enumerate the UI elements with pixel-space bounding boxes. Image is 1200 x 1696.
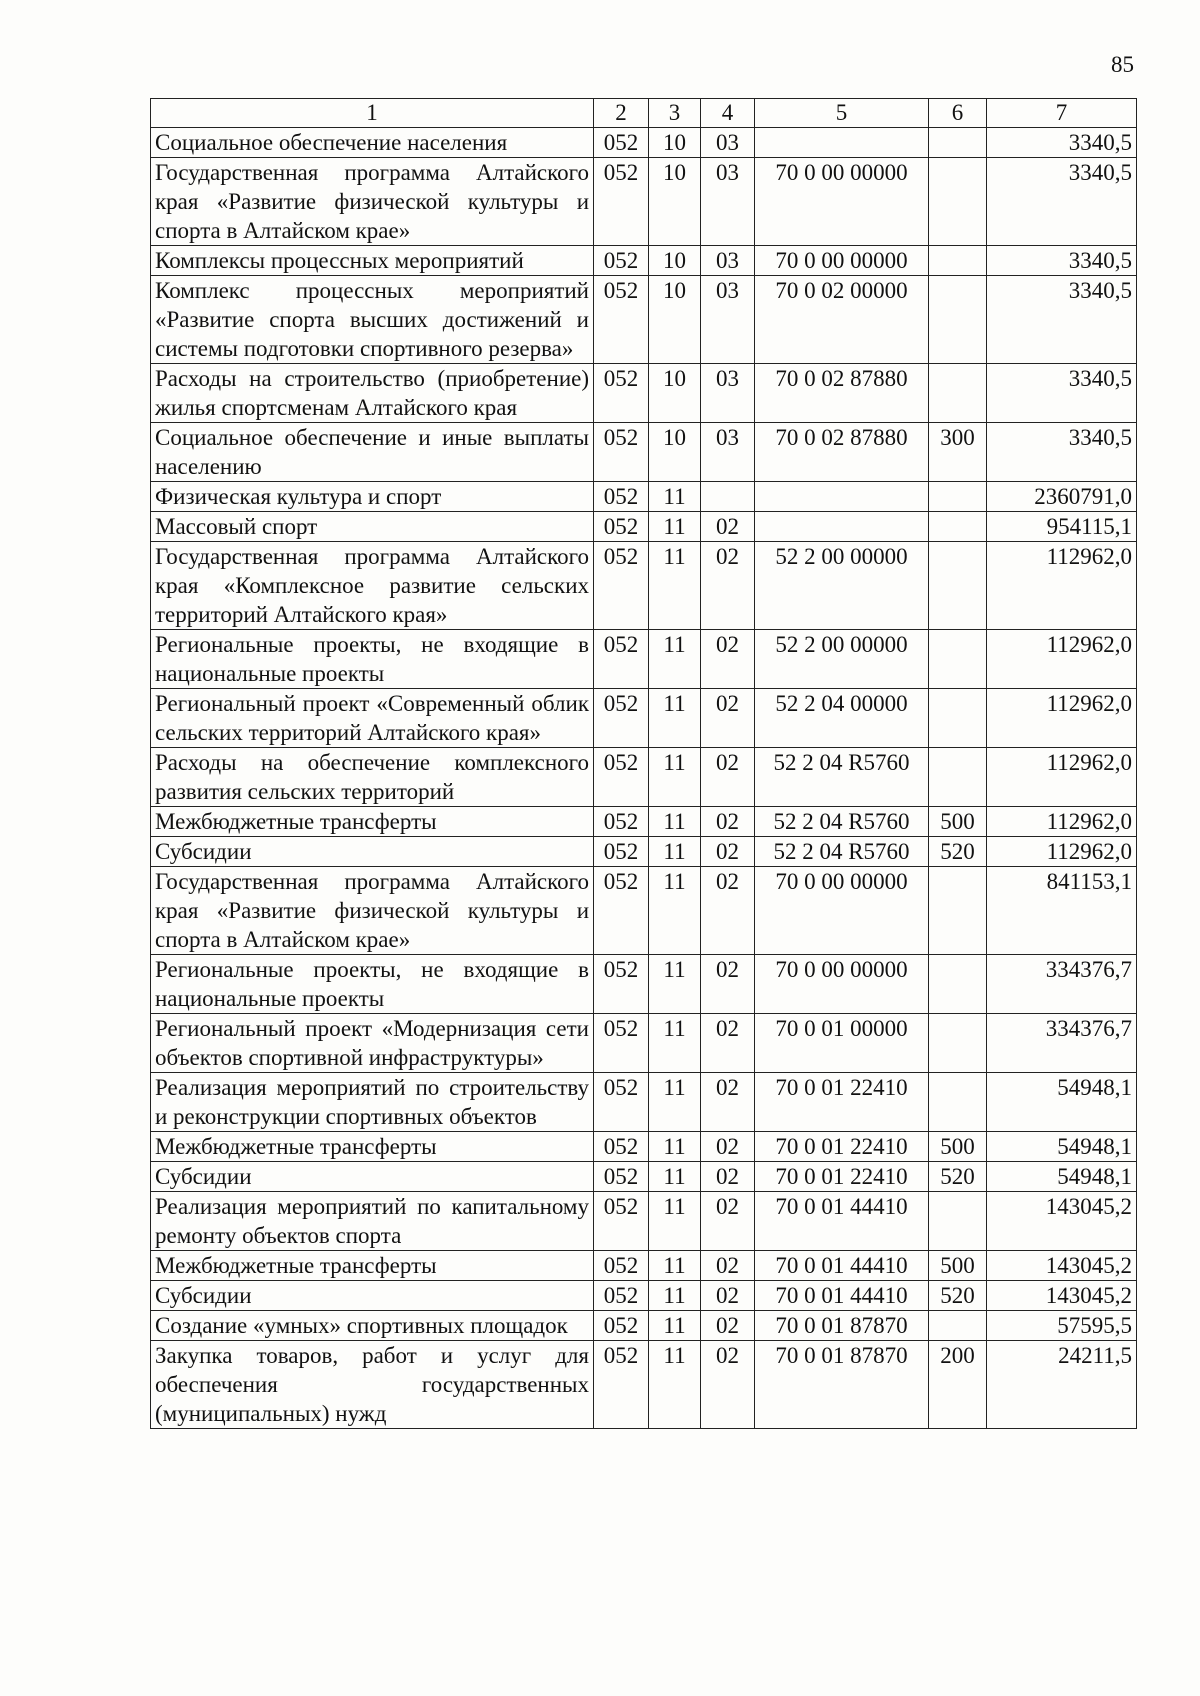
ministry-code: 052 xyxy=(594,423,649,482)
amount: 143045,2 xyxy=(987,1281,1137,1311)
row-name: Расходы на строительство (приобретение) жилья спортсменам Алтайского края xyxy=(151,364,594,423)
target-article-code: 52 2 04 R5760 xyxy=(755,748,929,807)
ministry-code: 052 xyxy=(594,542,649,630)
table-row xyxy=(151,1073,1137,1132)
amount: 2360791,0 xyxy=(987,482,1137,512)
subsection-code: 02 xyxy=(701,748,755,807)
target-article-code: 52 2 04 R5760 xyxy=(755,837,929,867)
table-row xyxy=(151,748,1137,807)
row-name: Реализация мероприятий по строительству и реконструкции спортивных объектов xyxy=(151,1073,594,1132)
expense-type-code: 200 xyxy=(929,1341,987,1429)
budget-table xyxy=(150,98,1137,1429)
subsection-code xyxy=(701,482,755,512)
section-code: 10 xyxy=(649,158,701,246)
expense-type-code xyxy=(929,867,987,955)
ministry-code: 052 xyxy=(594,158,649,246)
subsection-code: 02 xyxy=(701,807,755,837)
section-code: 11 xyxy=(649,807,701,837)
subsection-code: 02 xyxy=(701,1192,755,1251)
table-row xyxy=(151,512,1137,542)
expense-type-code xyxy=(929,542,987,630)
subsection-code: 02 xyxy=(701,512,755,542)
column-header: 5 xyxy=(755,99,929,128)
subsection-code: 02 xyxy=(701,1341,755,1429)
target-article-code: 70 0 00 00000 xyxy=(755,955,929,1014)
column-header: 1 xyxy=(151,99,594,128)
subsection-code: 02 xyxy=(701,867,755,955)
section-code: 11 xyxy=(649,1281,701,1311)
section-code: 11 xyxy=(649,542,701,630)
subsection-code: 03 xyxy=(701,246,755,276)
row-name: Субсидии xyxy=(151,837,594,867)
amount: 841153,1 xyxy=(987,867,1137,955)
subsection-code: 03 xyxy=(701,276,755,364)
subsection-code: 02 xyxy=(701,1014,755,1073)
subsection-code: 03 xyxy=(701,128,755,158)
target-article-code: 70 0 00 00000 xyxy=(755,246,929,276)
section-code: 10 xyxy=(649,276,701,364)
ministry-code: 052 xyxy=(594,955,649,1014)
amount: 334376,7 xyxy=(987,1014,1137,1073)
target-article-code: 70 0 01 22410 xyxy=(755,1073,929,1132)
amount: 143045,2 xyxy=(987,1251,1137,1281)
amount: 3340,5 xyxy=(987,276,1137,364)
target-article-code: 70 0 02 87880 xyxy=(755,364,929,423)
target-article-code: 70 0 00 00000 xyxy=(755,158,929,246)
section-code: 11 xyxy=(649,512,701,542)
table-row xyxy=(151,128,1137,158)
target-article-code: 70 0 01 87870 xyxy=(755,1341,929,1429)
ministry-code: 052 xyxy=(594,867,649,955)
row-name: Региональные проекты, не входящие в национальные проекты xyxy=(151,630,594,689)
section-code: 11 xyxy=(649,689,701,748)
target-article-code: 70 0 01 22410 xyxy=(755,1162,929,1192)
amount: 24211,5 xyxy=(987,1341,1137,1429)
header-row xyxy=(151,99,1137,128)
row-name: Государственная программа Алтайского края «Комплексное развитие сельских территорий Алтайского края» xyxy=(151,542,594,630)
amount: 3340,5 xyxy=(987,423,1137,482)
ministry-code: 052 xyxy=(594,807,649,837)
target-article-code: 70 0 01 22410 xyxy=(755,1132,929,1162)
row-name: Региональные проекты, не входящие в национальные проекты xyxy=(151,955,594,1014)
amount: 143045,2 xyxy=(987,1192,1137,1251)
table-row xyxy=(151,807,1137,837)
row-name: Региональный проект «Современный облик сельских территорий Алтайского края» xyxy=(151,689,594,748)
target-article-code: 70 0 01 00000 xyxy=(755,1014,929,1073)
row-name: Региональный проект «Модернизация сети объектов спортивной инфраструктуры» xyxy=(151,1014,594,1073)
section-code: 11 xyxy=(649,955,701,1014)
ministry-code: 052 xyxy=(594,482,649,512)
section-code: 11 xyxy=(649,1073,701,1132)
row-name: Межбюджетные трансферты xyxy=(151,807,594,837)
amount: 112962,0 xyxy=(987,807,1137,837)
amount: 54948,1 xyxy=(987,1162,1137,1192)
ministry-code: 052 xyxy=(594,630,649,689)
expense-type-code xyxy=(929,1014,987,1073)
target-article-code: 52 2 04 R5760 xyxy=(755,807,929,837)
expense-type-code xyxy=(929,689,987,748)
expense-type-code xyxy=(929,1311,987,1341)
section-code: 11 xyxy=(649,630,701,689)
expense-type-code xyxy=(929,364,987,423)
section-code: 10 xyxy=(649,246,701,276)
section-code: 11 xyxy=(649,1132,701,1162)
target-article-code: 70 0 01 87870 xyxy=(755,1311,929,1341)
expense-type-code: 500 xyxy=(929,807,987,837)
target-article-code: 70 0 02 87880 xyxy=(755,423,929,482)
amount: 3340,5 xyxy=(987,364,1137,423)
section-code: 10 xyxy=(649,423,701,482)
ministry-code: 052 xyxy=(594,1311,649,1341)
row-name: Межбюджетные трансферты xyxy=(151,1251,594,1281)
target-article-code: 52 2 04 00000 xyxy=(755,689,929,748)
table-row xyxy=(151,276,1137,364)
row-name: Комплекс процессных мероприятий «Развитие спорта высших достижений и системы подготовки спортивного резерва» xyxy=(151,276,594,364)
page-number: 85 xyxy=(1111,52,1134,77)
amount: 334376,7 xyxy=(987,955,1137,1014)
ministry-code: 052 xyxy=(594,837,649,867)
table-row xyxy=(151,1162,1137,1192)
section-code: 11 xyxy=(649,1192,701,1251)
amount: 112962,0 xyxy=(987,689,1137,748)
expense-type-code: 500 xyxy=(929,1251,987,1281)
section-code: 11 xyxy=(649,1311,701,1341)
expense-type-code xyxy=(929,630,987,689)
subsection-code: 02 xyxy=(701,689,755,748)
subsection-code: 03 xyxy=(701,364,755,423)
row-name: Социальное обеспечение населения xyxy=(151,128,594,158)
subsection-code: 02 xyxy=(701,1251,755,1281)
table-row xyxy=(151,158,1137,246)
amount: 3340,5 xyxy=(987,128,1137,158)
table-row xyxy=(151,1132,1137,1162)
target-article-code: 52 2 00 00000 xyxy=(755,542,929,630)
table-row xyxy=(151,630,1137,689)
ministry-code: 052 xyxy=(594,1281,649,1311)
table-row xyxy=(151,1311,1137,1341)
row-name: Государственная программа Алтайского края «Развитие физической культуры и спорта в Алтайском крае» xyxy=(151,158,594,246)
expense-type-code: 520 xyxy=(929,1162,987,1192)
section-code: 11 xyxy=(649,837,701,867)
target-article-code xyxy=(755,512,929,542)
amount: 112962,0 xyxy=(987,542,1137,630)
row-name: Создание «умных» спортивных площадок xyxy=(151,1311,594,1341)
ministry-code: 052 xyxy=(594,364,649,423)
ministry-code: 052 xyxy=(594,1162,649,1192)
table-row xyxy=(151,364,1137,423)
table-row xyxy=(151,482,1137,512)
target-article-code: 70 0 01 44410 xyxy=(755,1192,929,1251)
row-name: Межбюджетные трансферты xyxy=(151,1132,594,1162)
subsection-code: 02 xyxy=(701,630,755,689)
table-row xyxy=(151,867,1137,955)
amount: 54948,1 xyxy=(987,1132,1137,1162)
table-row xyxy=(151,1251,1137,1281)
row-name: Физическая культура и спорт xyxy=(151,482,594,512)
row-name: Массовый спорт xyxy=(151,512,594,542)
section-code: 10 xyxy=(649,364,701,423)
expense-type-code: 500 xyxy=(929,1132,987,1162)
expense-type-code xyxy=(929,1073,987,1132)
amount: 112962,0 xyxy=(987,630,1137,689)
ministry-code: 052 xyxy=(594,748,649,807)
target-article-code: 70 0 01 44410 xyxy=(755,1281,929,1311)
expense-type-code xyxy=(929,158,987,246)
row-name: Закупка товаров, работ и услуг для обеспечения государственных (муниципальных) нужд xyxy=(151,1341,594,1429)
table-row xyxy=(151,955,1137,1014)
amount: 3340,5 xyxy=(987,158,1137,246)
ministry-code: 052 xyxy=(594,246,649,276)
row-name: Субсидии xyxy=(151,1281,594,1311)
section-code: 11 xyxy=(649,867,701,955)
table-row xyxy=(151,1341,1137,1429)
row-name: Субсидии xyxy=(151,1162,594,1192)
table-row xyxy=(151,542,1137,630)
amount: 54948,1 xyxy=(987,1073,1137,1132)
ministry-code: 052 xyxy=(594,512,649,542)
subsection-code: 02 xyxy=(701,1073,755,1132)
row-name: Социальное обеспечение и иные выплаты населению xyxy=(151,423,594,482)
table-row xyxy=(151,1192,1137,1251)
expense-type-code: 300 xyxy=(929,423,987,482)
amount: 112962,0 xyxy=(987,837,1137,867)
row-name: Государственная программа Алтайского края «Развитие физической культуры и спорта в Алтайском крае» xyxy=(151,867,594,955)
subsection-code: 02 xyxy=(701,542,755,630)
target-article-code: 52 2 00 00000 xyxy=(755,630,929,689)
target-article-code xyxy=(755,482,929,512)
expense-type-code xyxy=(929,482,987,512)
ministry-code: 052 xyxy=(594,1341,649,1429)
ministry-code: 052 xyxy=(594,1132,649,1162)
column-header: 2 xyxy=(594,99,649,128)
section-code: 10 xyxy=(649,128,701,158)
column-header: 3 xyxy=(649,99,701,128)
subsection-code: 03 xyxy=(701,423,755,482)
target-article-code xyxy=(755,128,929,158)
subsection-code: 03 xyxy=(701,158,755,246)
subsection-code: 02 xyxy=(701,1132,755,1162)
column-header: 7 xyxy=(987,99,1137,128)
table-row xyxy=(151,246,1137,276)
row-name: Комплексы процессных мероприятий xyxy=(151,246,594,276)
expense-type-code xyxy=(929,276,987,364)
table-body xyxy=(151,128,1137,1429)
amount: 112962,0 xyxy=(987,748,1137,807)
target-article-code: 70 0 01 44410 xyxy=(755,1251,929,1281)
ministry-code: 052 xyxy=(594,689,649,748)
column-header: 6 xyxy=(929,99,987,128)
expense-type-code xyxy=(929,512,987,542)
subsection-code: 02 xyxy=(701,1162,755,1192)
subsection-code: 02 xyxy=(701,1281,755,1311)
ministry-code: 052 xyxy=(594,1251,649,1281)
expense-type-code xyxy=(929,246,987,276)
section-code: 11 xyxy=(649,1014,701,1073)
target-article-code: 70 0 00 00000 xyxy=(755,867,929,955)
row-name: Расходы на обеспечение комплексного развития сельских территорий xyxy=(151,748,594,807)
subsection-code: 02 xyxy=(701,1311,755,1341)
expense-type-code xyxy=(929,1192,987,1251)
column-header: 4 xyxy=(701,99,755,128)
ministry-code: 052 xyxy=(594,1073,649,1132)
section-code: 11 xyxy=(649,1341,701,1429)
table-row xyxy=(151,423,1137,482)
subsection-code: 02 xyxy=(701,837,755,867)
ministry-code: 052 xyxy=(594,276,649,364)
section-code: 11 xyxy=(649,748,701,807)
amount: 954115,1 xyxy=(987,512,1137,542)
expense-type-code xyxy=(929,955,987,1014)
ministry-code: 052 xyxy=(594,1014,649,1073)
table-row xyxy=(151,837,1137,867)
section-code: 11 xyxy=(649,1162,701,1192)
expense-type-code: 520 xyxy=(929,837,987,867)
table-row xyxy=(151,689,1137,748)
subsection-code: 02 xyxy=(701,955,755,1014)
amount: 57595,5 xyxy=(987,1311,1137,1341)
expense-type-code: 520 xyxy=(929,1281,987,1311)
ministry-code: 052 xyxy=(594,1192,649,1251)
expense-type-code xyxy=(929,748,987,807)
section-code: 11 xyxy=(649,1251,701,1281)
row-name: Реализация мероприятий по капитальному ремонту объектов спорта xyxy=(151,1192,594,1251)
section-code: 11 xyxy=(649,482,701,512)
expense-type-code xyxy=(929,128,987,158)
amount: 3340,5 xyxy=(987,246,1137,276)
target-article-code: 70 0 02 00000 xyxy=(755,276,929,364)
table-row xyxy=(151,1014,1137,1073)
table-row xyxy=(151,1281,1137,1311)
ministry-code: 052 xyxy=(594,128,649,158)
